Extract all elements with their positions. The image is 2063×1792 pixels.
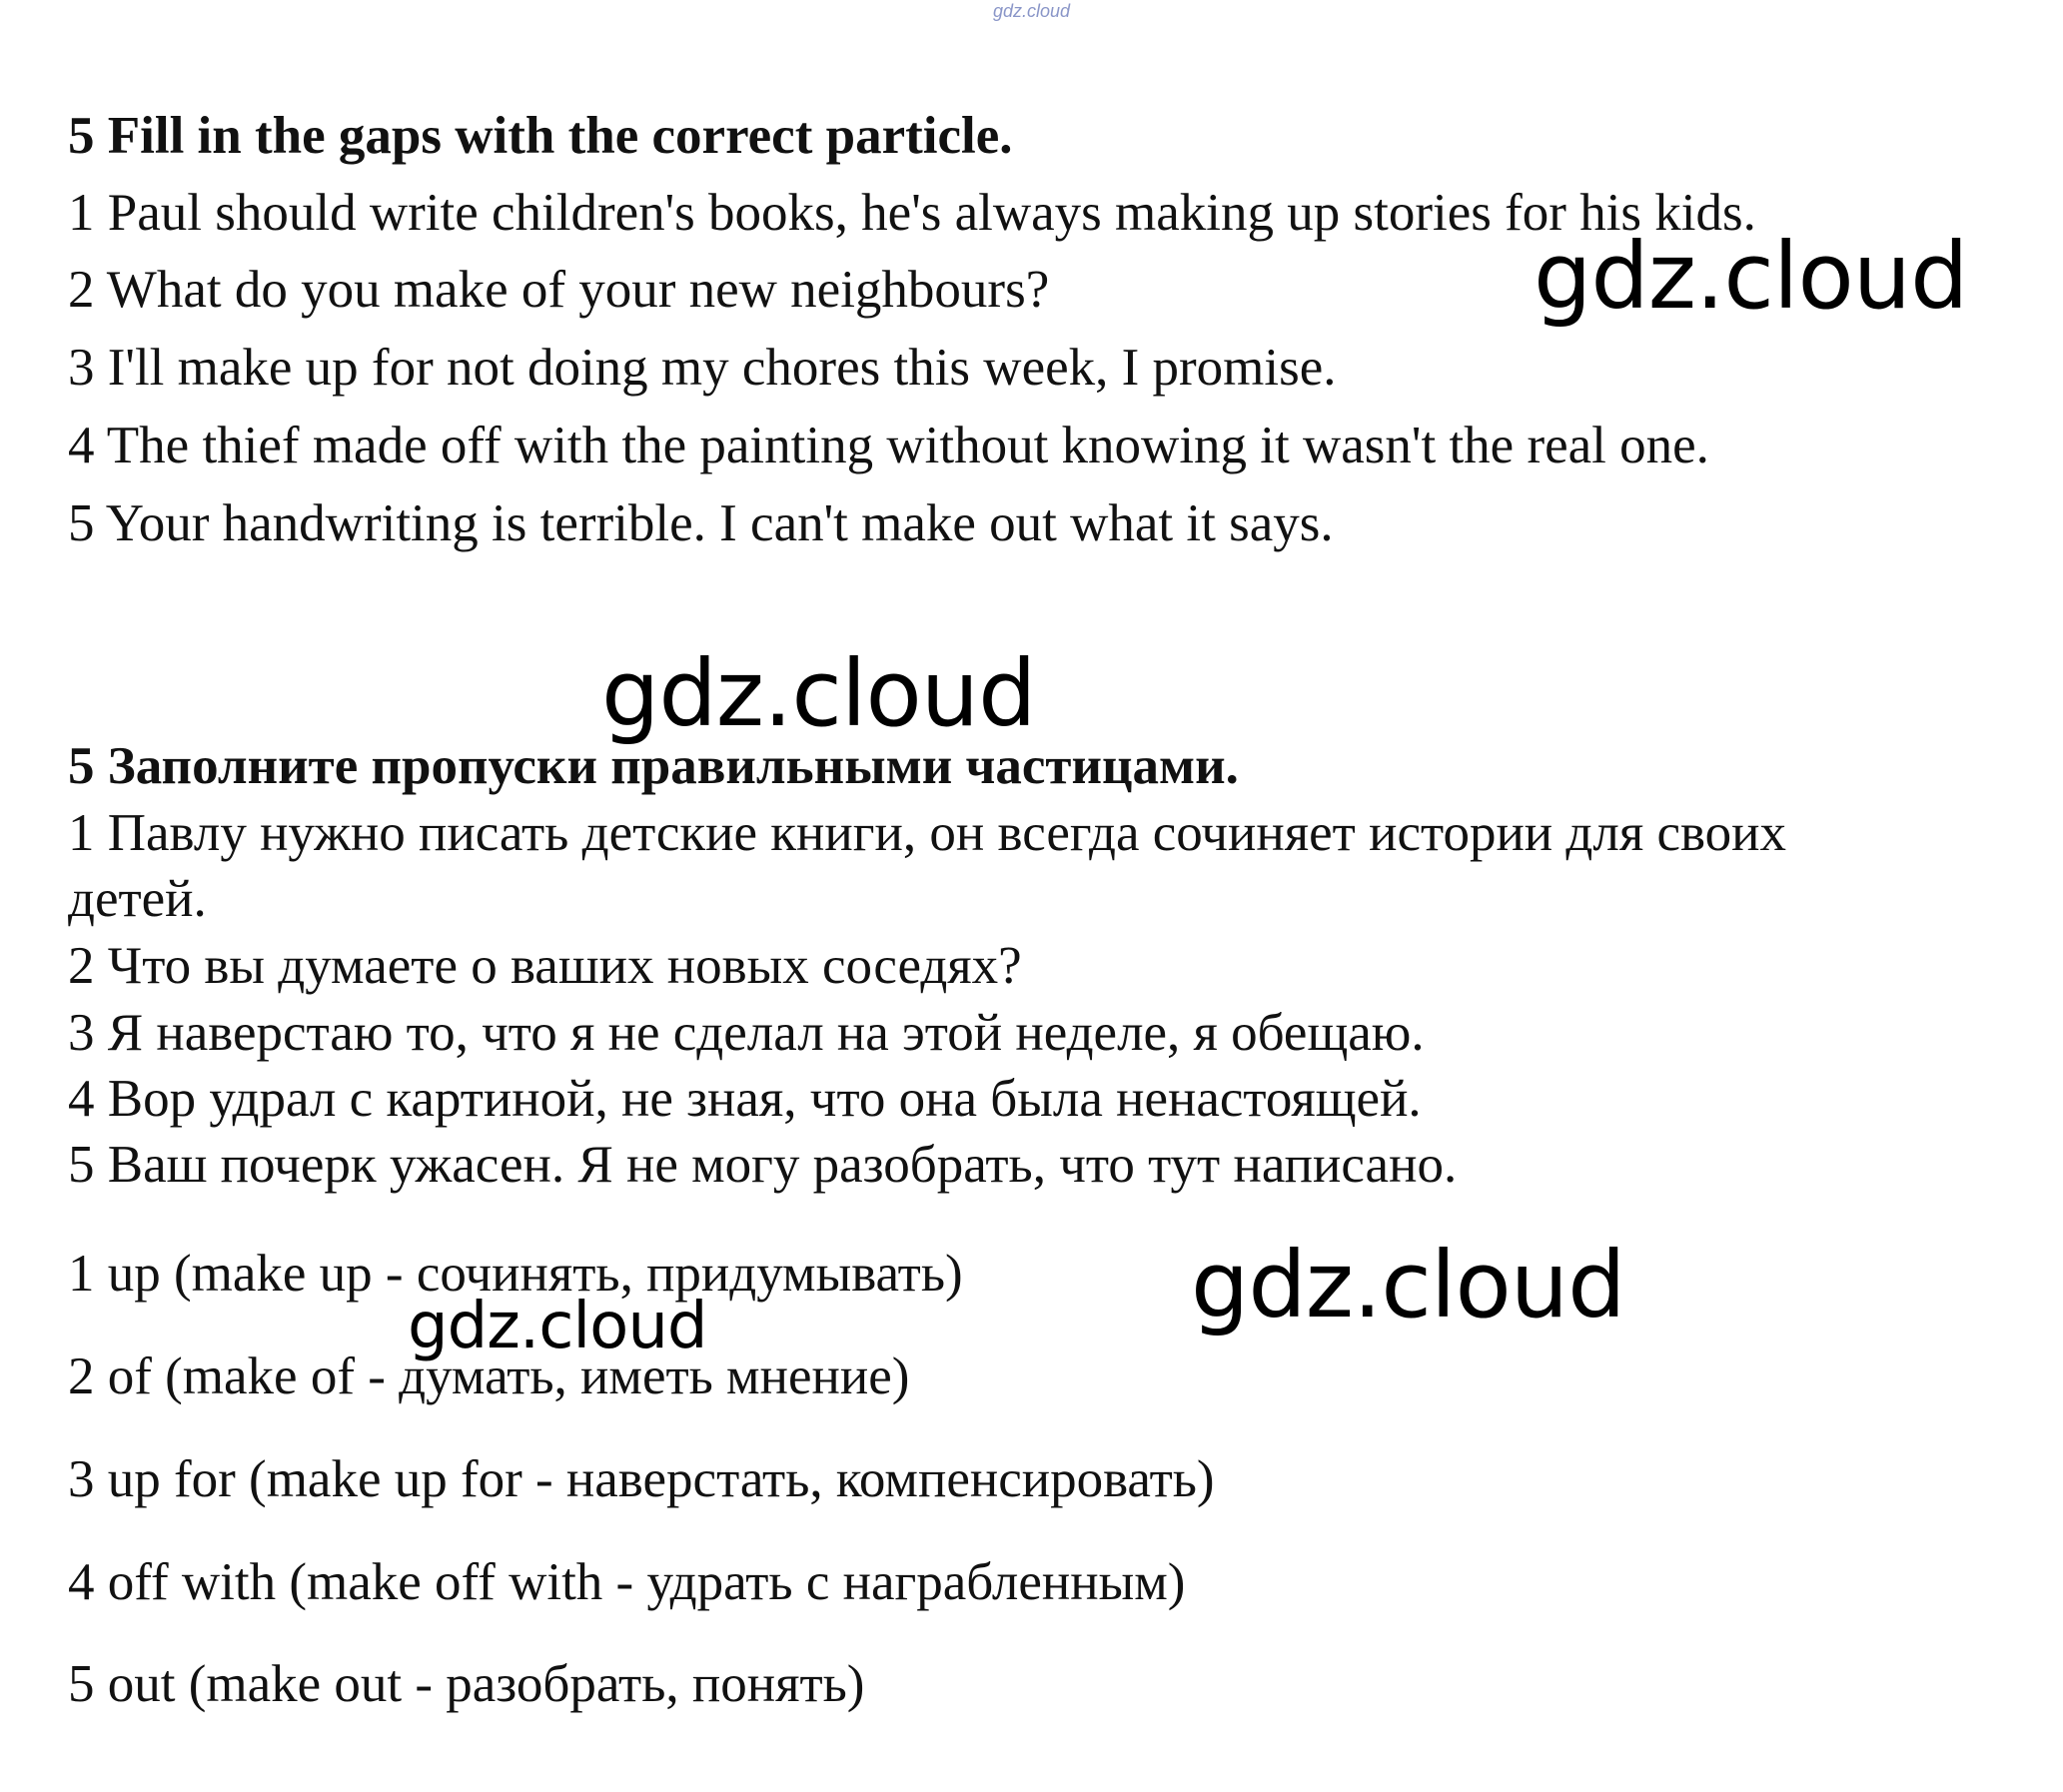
english-heading: 5 Fill in the gaps with the correct particle. bbox=[68, 107, 1013, 165]
russian-sentence-1-line-2: детей. bbox=[68, 870, 207, 928]
top-watermark: gdz.cloud bbox=[992, 1, 1071, 21]
english-sentence-2: 2 What do you make of your new neighbours? bbox=[68, 261, 1050, 319]
answer-2: 2 of (make of - думать, иметь мнение) bbox=[68, 1347, 910, 1405]
answer-1: 1 up (make up - сочинять, придумывать) bbox=[68, 1245, 963, 1303]
russian-sentence-2: 2 Что вы думаете о ваших новых соседях? bbox=[68, 937, 1022, 995]
watermark-3: gdz.cloud bbox=[1191, 1232, 1625, 1339]
answer-5: 5 out (make out - разобрать, понять) bbox=[68, 1655, 865, 1713]
watermark-4: gdz.cloud bbox=[408, 1290, 707, 1363]
answer-3: 3 up for (make up for - наверстать, компенсировать) bbox=[68, 1450, 1215, 1508]
english-sentence-5: 5 Your handwriting is terrible. I can't make out what it says. bbox=[68, 494, 1334, 552]
russian-sentence-4: 4 Вор удрал с картиной, не зная, что она была ненастоящей. bbox=[68, 1070, 1422, 1128]
answer-4: 4 off with (make off with - удрать с награбленным) bbox=[68, 1553, 1186, 1611]
russian-sentence-1-line-1: 1 Павлу нужно писать детские книги, он всегда сочиняет истории для своих bbox=[68, 804, 1787, 862]
russian-sentence-5: 5 Ваш почерк ужасен. Я не могу разобрать, что тут написано. bbox=[68, 1136, 1458, 1194]
russian-heading: 5 Заполните пропуски правильными частицами. bbox=[68, 737, 1239, 795]
watermark-2: gdz.cloud bbox=[601, 640, 1036, 747]
english-sentence-1: 1 Paul should write children's books, he's always making up stories for his kids. bbox=[68, 184, 1756, 242]
russian-sentence-3: 3 Я наверстаю то, что я не сделал на этой неделе, я обещаю. bbox=[68, 1004, 1425, 1062]
watermark-1: gdz.cloud bbox=[1534, 223, 1968, 330]
english-sentence-4: 4 The thief made off with the painting without knowing it wasn't the real one. bbox=[68, 417, 1709, 474]
english-sentence-3: 3 I'll make up for not doing my chores this week, I promise. bbox=[68, 339, 1337, 397]
